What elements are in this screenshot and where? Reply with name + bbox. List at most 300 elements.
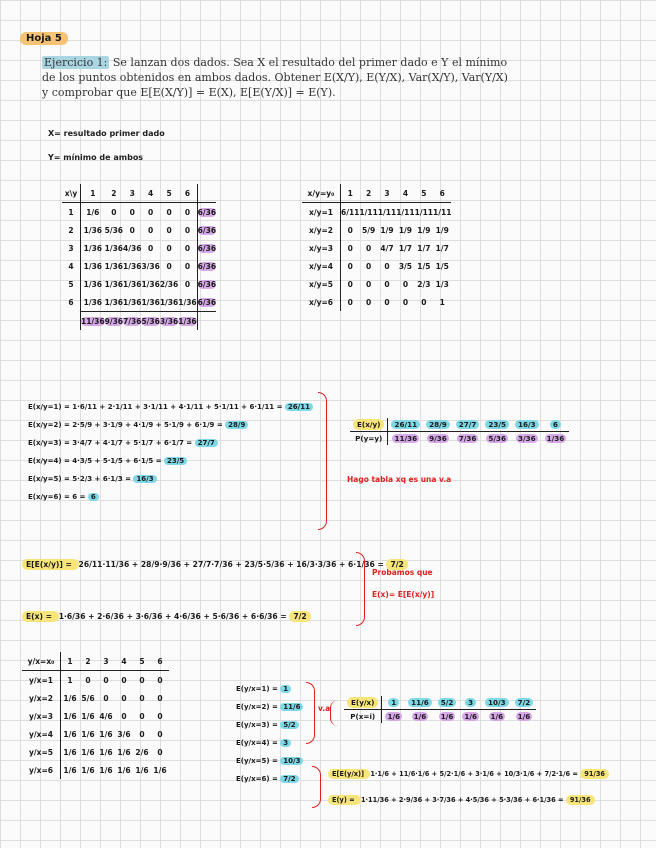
column-header: 1 (341, 184, 360, 203)
probability-cell (453, 432, 483, 446)
expectation-label: E(x/y=6) = (28, 493, 73, 501)
column-margin-value: 1/36 (178, 316, 197, 326)
expectation-result: 7/2 (280, 775, 298, 783)
table-cell: 0 (129, 225, 135, 235)
row-margin-value: 6/36 (197, 261, 217, 271)
table-cell: 1/36 (81, 293, 105, 312)
probability-text: 1/6 (517, 712, 531, 721)
row-margin-value: 6/36 (197, 225, 217, 235)
expectation-label: E(y/x=1) = (236, 685, 281, 693)
table-cell: 0 (184, 279, 191, 289)
brace-right-1 (318, 392, 327, 530)
probability-cell (382, 710, 405, 724)
value-text: 11/6 (408, 698, 432, 707)
expectation-expression: 1·6/11 + 2·1/11 + 3·1/11 + 4·1/11 + 5·1/11 + 6·1/11 = (72, 403, 285, 411)
probability-text: 1/6 (464, 712, 477, 721)
value-cell (512, 418, 542, 432)
table-cell: 0 (184, 243, 191, 253)
probability-cell (405, 710, 435, 724)
column-header: 1 (81, 184, 105, 203)
table-row (62, 293, 216, 312)
table-cell: 1/6 (99, 729, 113, 739)
expectation-label: E(y/x=3) = (236, 721, 281, 729)
column-header: 1 (61, 652, 80, 671)
table-row (302, 221, 451, 239)
column-header: 2 (105, 184, 123, 203)
column-margin-value: 9/36 (104, 316, 124, 326)
table-cell: 1/6 (63, 711, 77, 721)
column-margin (123, 312, 141, 331)
note-va: v.a (318, 704, 331, 713)
table-cell: 1/3 (435, 279, 449, 289)
column-margin-value: 11/36 (81, 316, 105, 326)
row-header: y/x=3 (22, 707, 61, 725)
expectation-label: E(y/x=2) = (236, 703, 281, 711)
expectation-label: E(x/y=5) = (28, 475, 73, 483)
probability-text: 5/36 (488, 434, 506, 443)
table-row (62, 221, 216, 239)
row-header: x/y=5 (302, 275, 341, 293)
row-margin (197, 221, 216, 239)
table-row (22, 707, 169, 725)
table-cell: 0 (366, 279, 372, 289)
probability-row-header: P(x=i) (344, 710, 382, 724)
table-cell: 1/6 (63, 693, 77, 703)
table-cell: 1/9 (417, 225, 431, 235)
expectation-y (328, 796, 595, 804)
table-cell: 1/36 (159, 297, 179, 307)
row-header: x/y=3 (302, 239, 341, 257)
table-cell: 1/6 (99, 765, 113, 775)
table-cell: 0 (347, 297, 353, 307)
value-cell (382, 696, 405, 710)
table-cell: 1/7 (417, 243, 431, 253)
table-cell: 1/36 (123, 279, 142, 289)
conditional-x-given-y-table (302, 184, 451, 311)
table-cell: 3/36 (141, 261, 160, 271)
expectation-result: 11/6 (280, 703, 303, 711)
value-text: 3 (465, 698, 476, 707)
table-row (62, 257, 216, 275)
table-header-row (22, 652, 169, 671)
table-cell: 0 (347, 279, 353, 289)
brace-right-2 (356, 552, 365, 626)
expectation-x-expression: 1·6/36 + 2·6/36 + 3·6/36 + 4·6/36 + 5·6/36 + 6·6/36 = (58, 612, 290, 621)
expectation-result: 6 (88, 493, 99, 501)
exercise-text: Se lanzan dos dados. Sea X el resultado del primer dado e Y el mínimo de los puntos obtenidos en ambos dados. Obtener E(X/Y), E(Y/X), Var(X/Y), Var(Y/X) y comprobar que E[E(X/Y)] = E(X), E[E(Y/X)] = E(Y). (42, 56, 508, 99)
row-header: y/x=5 (22, 743, 61, 761)
table-cell: 1/6 (63, 765, 77, 775)
column-header: 3 (97, 652, 115, 671)
table-cell: 1 (439, 297, 445, 307)
expectation-expression: 6 = (72, 493, 88, 501)
table-cell: 0 (157, 711, 163, 721)
table-cell: 0 (166, 261, 172, 271)
table-cell: 0 (366, 297, 372, 307)
table-cell: 0 (85, 675, 91, 685)
column-margin (105, 312, 123, 331)
page-badge (20, 33, 68, 44)
value-cell (453, 418, 483, 432)
iterated-expectation-y-label: E[E(y/x)] (328, 769, 370, 779)
conditional-expectations-y (236, 680, 303, 788)
column-header: 6 (151, 652, 169, 671)
expectation-x-label: E(x) = (22, 611, 59, 622)
table-cell: 2/3 (417, 279, 431, 289)
row-header: 4 (68, 261, 74, 271)
margin-header (197, 184, 216, 203)
row-margin-value: 6/36 (197, 279, 217, 289)
table-cell: 0 (157, 729, 163, 739)
value-row (350, 418, 569, 432)
conditional-expectation-line (236, 752, 303, 770)
table-cell: 4/7 (380, 243, 394, 253)
iterated-expectation-x-label: E[E(x/y)] = (22, 559, 79, 570)
table-cell: 1/36 (104, 243, 124, 253)
expectation-distribution-table-2 (344, 696, 536, 723)
table-cell: 0 (139, 711, 145, 721)
table-cell: 1/36 (141, 279, 160, 289)
brace-right-3 (306, 682, 315, 744)
table-row (62, 275, 216, 293)
table-cell: 0 (384, 279, 390, 289)
table-cell: 0 (366, 243, 372, 253)
row-header: 2 (68, 225, 74, 235)
corner-cell: x/y=y₀ (302, 184, 341, 203)
table-cell: 0 (103, 675, 109, 685)
column-header: 3 (123, 184, 141, 203)
table-cell: 0 (421, 297, 427, 307)
note-proof-title: Probamos que (372, 568, 433, 577)
column-header: 4 (141, 184, 159, 203)
note-proof-statement: E(x)= E[E(x/y)] (372, 590, 435, 599)
row-header: 5 (68, 279, 74, 289)
definition-x: X= resultado primer dado (48, 129, 165, 138)
conditional-expectation-line (28, 470, 313, 488)
value-row-header (350, 418, 388, 432)
probability-row (344, 710, 536, 724)
row-header: 6 (68, 297, 74, 307)
row-margin (197, 239, 216, 257)
table-cell: 1/9 (398, 225, 413, 235)
expectation-label: E(y/x=4) = (236, 739, 281, 747)
iterated-expectation-y-result: 91/36 (580, 769, 609, 779)
expectation-expression: 2·5/9 + 3·1/9 + 4·1/9 + 5·1/9 + 6·1/9 = (72, 421, 226, 429)
expectation-result: 5/2 (280, 721, 298, 729)
value-cell (482, 696, 512, 710)
iterated-expectation-y (328, 770, 609, 778)
probability-text: 9/36 (429, 434, 447, 443)
table-cell: 1/11 (414, 207, 434, 217)
table-cell: 0 (148, 207, 154, 217)
row-margin-value: 6/36 (197, 297, 217, 307)
table-cell: 0 (129, 207, 135, 217)
expectation-label: E(x/y=2) = (28, 421, 73, 429)
table-cell: 1/6 (117, 765, 131, 775)
table-row (302, 239, 451, 257)
expectation-y-result: 91/36 (566, 795, 595, 805)
table-row (22, 725, 169, 743)
table-cell: 1 (67, 675, 73, 685)
column-margin (178, 312, 197, 331)
value-cell (459, 696, 482, 710)
table-cell: 1/7 (398, 243, 413, 253)
conditional-expectation-line (236, 698, 303, 716)
row-margin (197, 293, 216, 312)
conditional-expectation-line (236, 680, 303, 698)
row-margin (197, 203, 216, 222)
table-cell: 1/6 (99, 747, 113, 757)
table-row (22, 671, 169, 690)
table-row (22, 689, 169, 707)
table-cell: 1/6 (81, 729, 95, 739)
table-cell: 1/11 (377, 207, 397, 217)
table-cell: 0 (184, 207, 191, 217)
table-cell: 1/5 (417, 261, 431, 271)
iterated-expectation-x-expression: 26/11·11/36 + 28/9·9/36 + 27/7·7/36 + 23/5·5/36 + 16/3·3/36 + 6·1/36 = (78, 560, 387, 569)
probability-text: 7/36 (458, 434, 477, 443)
table-cell: 4/6 (99, 711, 113, 721)
table-cell: 4/36 (123, 243, 142, 253)
probability-row (350, 432, 569, 446)
table-cell: 0 (402, 279, 409, 289)
table-cell: 1/6 (81, 765, 95, 775)
table-cell: 3/6 (117, 729, 131, 739)
column-margin (141, 312, 159, 331)
table-cell: 0 (139, 693, 145, 703)
column-margin (160, 312, 178, 331)
expectation-result: 10/3 (280, 757, 303, 765)
table-cell: 1/36 (81, 221, 105, 239)
table-cell: 1/36 (104, 297, 124, 307)
table-cell: 3/5 (398, 261, 413, 271)
conditional-expectation-line (28, 452, 313, 470)
row-header: 1 (68, 207, 74, 217)
column-header: 2 (79, 652, 97, 671)
table-cell: 0 (121, 693, 127, 703)
column-margin-row (62, 312, 216, 331)
table-cell: 1/6 (63, 747, 77, 757)
column-header: 6 (433, 184, 451, 203)
table-row (302, 293, 451, 311)
probability-text: 11/36 (394, 434, 418, 443)
column-margin-value: 3/36 (159, 316, 179, 326)
table-cell: 6/11 (341, 207, 360, 217)
brace-right-4 (312, 766, 321, 808)
expectation-label: E(x/y=4) = (28, 457, 73, 465)
conditional-y-given-x-table (22, 652, 169, 779)
value-cell (405, 696, 435, 710)
table-cell: 1/6 (81, 711, 95, 721)
value-row (344, 696, 536, 710)
conditional-expectation-line (236, 770, 303, 788)
value-text: 23/5 (485, 420, 509, 429)
joint-distribution-table (62, 184, 216, 330)
value-row-header-text: E(x/y) (353, 419, 384, 430)
row-header: y/x=1 (22, 671, 61, 690)
iterated-expectation-x-result: 7/2 (386, 559, 407, 570)
probability-text: 1/6 (387, 712, 401, 721)
column-margin (81, 312, 105, 331)
conditional-expectation-line (236, 716, 303, 734)
table-cell: 1/7 (435, 243, 449, 253)
table-cell: 0 (121, 711, 127, 721)
table-cell: 5/6 (81, 693, 95, 703)
expectation-result: 26/11 (285, 403, 313, 411)
table-cell: 1/6 (135, 765, 149, 775)
expectation-result: 23/5 (164, 457, 187, 465)
row-margin (197, 275, 216, 293)
expectation-label: E(y/x=5) = (236, 757, 281, 765)
table-cell: 2/6 (135, 747, 149, 757)
exercise-label: Ejercicio 1: (44, 56, 108, 69)
row-header: x/y=6 (302, 293, 341, 311)
expectation-y-expression: 1·11/36 + 2·9/36 + 3·7/36 + 4·5/36 + 5·3/36 + 6·1/36 = (360, 796, 566, 804)
probability-text: 1/6 (490, 712, 504, 721)
table-cell: 1/6 (81, 203, 105, 222)
table-cell: 1/6 (81, 747, 95, 757)
column-header: 4 (115, 652, 133, 671)
table-cell: 0 (111, 207, 117, 217)
table-row (62, 239, 216, 257)
column-margin-value: 7/36 (123, 316, 142, 326)
table-cell: 1/6 (117, 747, 131, 757)
value-text: 7/2 (515, 698, 534, 707)
table-cell: 0 (148, 243, 154, 253)
table-row (62, 203, 216, 222)
probability-cell (512, 710, 537, 724)
iterated-expectation-y-expression: 1·1/6 + 11/6·1/6 + 5/2·1/6 + 3·1/6 + 10/3·1/6 + 7/2·1/6 = (370, 770, 581, 778)
conditional-expectations-x (28, 398, 313, 506)
table-row (302, 257, 451, 275)
table-cell: 0 (139, 729, 145, 739)
table-cell: 1/36 (81, 257, 105, 275)
table-cell: 0 (166, 207, 172, 217)
expectation-result: 27/7 (195, 439, 218, 447)
table-cell: 1/11 (359, 207, 378, 217)
probability-text: 1/6 (413, 712, 427, 721)
probability-cell (459, 710, 482, 724)
expectation-expression: 5·2/3 + 6·1/3 = (72, 475, 134, 483)
table-cell: 0 (139, 675, 145, 685)
expectation-expression: 4·3/5 + 5·1/5 + 6·1/5 = (72, 457, 164, 465)
expectation-result: 1 (280, 685, 291, 693)
table-cell: 0 (157, 693, 163, 703)
table-cell: 5/36 (104, 225, 124, 235)
table-cell: 0 (157, 675, 163, 685)
table-cell: 1/36 (81, 239, 105, 257)
table-cell: 0 (402, 297, 409, 307)
value-text: 27/7 (456, 420, 480, 429)
value-text: 6 (550, 420, 561, 429)
table-cell: 0 (384, 261, 390, 271)
expectation-distribution-table-1 (350, 418, 569, 445)
table-cell: 1/5 (435, 261, 449, 271)
note-random-variable: Hago tabla xq es una v.a (347, 475, 452, 484)
expectation-label: E(y/x=6) = (236, 775, 281, 783)
value-text: 5/2 (438, 698, 457, 707)
probability-text: 3/36 (518, 434, 536, 443)
definition-y: Y= mínimo de ambos (48, 153, 144, 162)
row-margin-value: 6/36 (197, 207, 217, 217)
column-margin-value: 5/36 (141, 316, 160, 326)
table-cell: 0 (347, 225, 353, 235)
table-cell: 0 (166, 243, 172, 253)
table-cell: 1/36 (81, 275, 105, 293)
value-text: 28/9 (426, 420, 450, 429)
column-header: 5 (133, 652, 151, 671)
table-cell: 1/11 (433, 207, 452, 217)
probability-cell (388, 432, 423, 446)
row-header: y/x=4 (22, 725, 61, 743)
table-cell: 5/9 (362, 225, 376, 235)
expectation-result: 28/9 (225, 421, 248, 429)
probability-cell (542, 432, 570, 446)
table-cell: 0 (121, 675, 127, 685)
value-row-header-text: E(y/x) (347, 697, 378, 708)
table-cell: 0 (103, 693, 109, 703)
row-header: x/y=4 (302, 257, 341, 275)
conditional-expectation-line (28, 434, 313, 452)
value-row-header (344, 696, 382, 710)
value-text: 10/3 (485, 698, 509, 707)
value-cell (388, 418, 423, 432)
table-cell: 0 (184, 225, 191, 235)
probability-text: 1/6 (440, 712, 454, 721)
row-header: y/x=6 (22, 761, 61, 779)
table-header-row (302, 184, 451, 203)
conditional-expectation-line (28, 398, 313, 416)
table-cell: 1/6 (153, 765, 167, 775)
value-cell (423, 418, 453, 432)
probability-cell (512, 432, 542, 446)
table-cell: 1/36 (178, 297, 197, 307)
column-header: 5 (160, 184, 178, 203)
table-row (22, 761, 169, 779)
expectation-x-result: 7/2 (289, 611, 310, 622)
table-header-row (62, 184, 216, 203)
column-header: 4 (396, 184, 414, 203)
table-cell: 0 (148, 225, 154, 235)
iterated-expectation-x (22, 560, 408, 569)
value-text: 16/3 (515, 420, 539, 429)
table-cell: 0 (347, 261, 353, 271)
row-header: x/y=2 (302, 221, 341, 239)
expectation-result: 3 (280, 739, 291, 747)
corner-cell: y/x=x₀ (22, 652, 61, 671)
table-row (302, 203, 451, 222)
table-cell: 1/36 (123, 297, 142, 307)
probability-cell (435, 710, 460, 724)
table-cell: 0 (366, 261, 372, 271)
expectation-y-label: E(y) = (328, 795, 361, 805)
table-cell: 1/9 (435, 225, 449, 235)
value-cell (542, 418, 570, 432)
table-cell: 1/6 (63, 729, 77, 739)
probability-cell (482, 710, 512, 724)
table-row (302, 275, 451, 293)
conditional-expectation-line (28, 488, 313, 506)
table-cell: 1/11 (396, 207, 415, 217)
expectation-x (22, 612, 311, 621)
conditional-expectation-line (28, 416, 313, 434)
table-cell: 1/36 (141, 297, 160, 307)
row-header: 3 (68, 243, 74, 253)
table-cell: 0 (166, 225, 172, 235)
conditional-expectation-line (236, 734, 303, 752)
table-row (22, 743, 169, 761)
table-cell: 0 (157, 747, 163, 757)
